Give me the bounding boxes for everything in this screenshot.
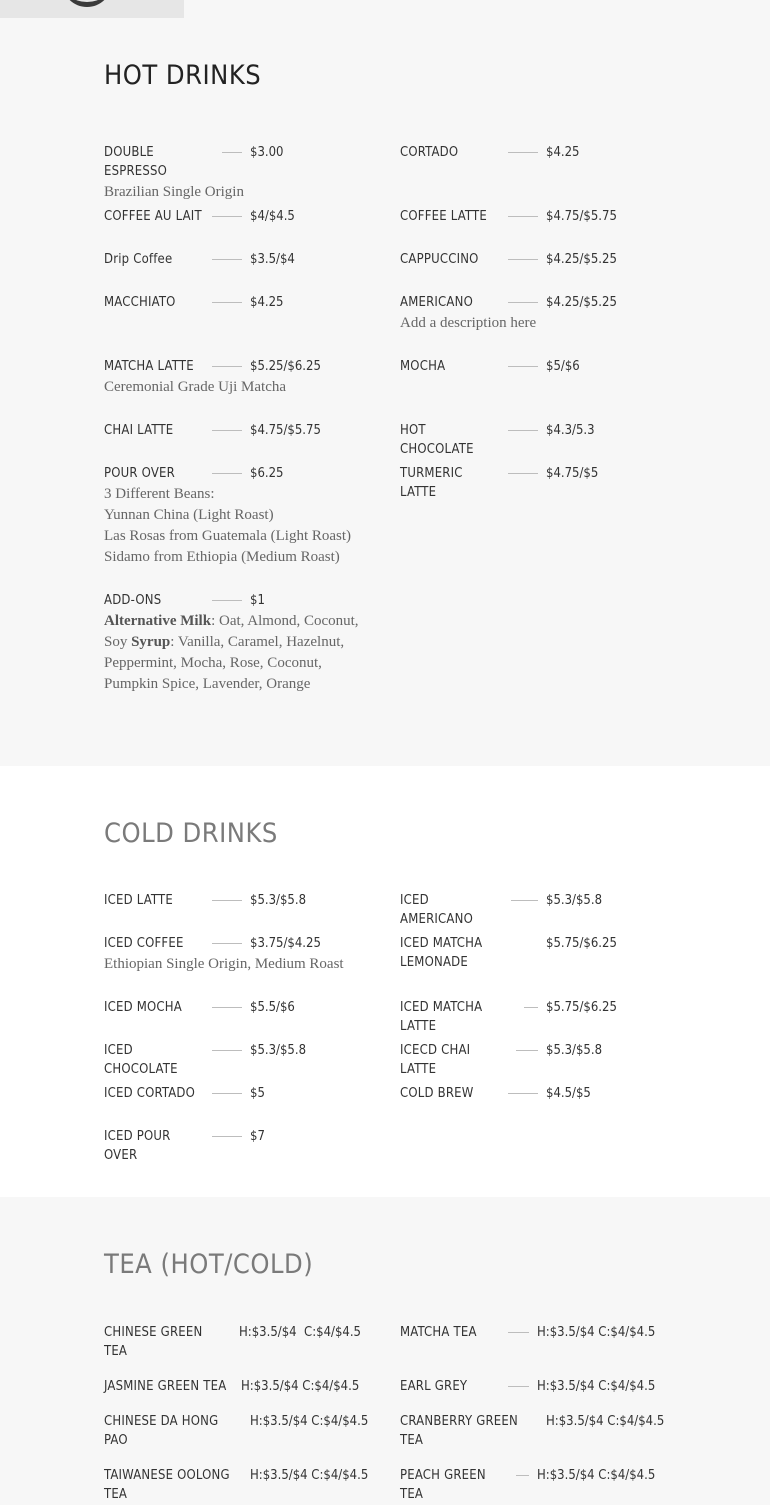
cold-drinks-section <box>0 766 770 1197</box>
menu-item <box>104 591 366 695</box>
leader-line <box>508 1332 529 1333</box>
leader-line <box>516 1475 529 1476</box>
item-name: ICECD CHAI LATTE <box>400 1043 471 1077</box>
leader-line <box>212 943 242 944</box>
leader-line <box>212 1050 242 1051</box>
menu-item <box>400 421 690 459</box>
item-price: H:$3.5/$4 C:$4/$4.5 <box>537 1379 656 1394</box>
item-price: $3.00 <box>250 145 284 160</box>
leader-line <box>508 1386 529 1387</box>
item-price: $4.3/5.3 <box>546 423 595 438</box>
item-description: Brazilian Single Origin <box>104 184 244 200</box>
item-name: ICED LATTE <box>104 893 173 908</box>
item-name: COFFEE LATTE <box>400 209 487 224</box>
leader-line <box>212 302 242 303</box>
alternative-milk-options: : Oat, Almond, Coconut, Soy <box>104 613 363 650</box>
menu-item <box>104 1412 389 1450</box>
item-price: $5.3/$5.8 <box>546 893 603 908</box>
item-name: CHAI LATTE <box>104 423 174 438</box>
item-price: $5.3/$5.8 <box>250 893 307 908</box>
menu-item <box>104 1127 394 1165</box>
item-price: H:$3.5/$4 C:$4/$4.5 <box>546 1414 665 1429</box>
item-description: Ceremonial Grade Uji Matcha <box>104 379 287 395</box>
item-name: MATCHA LATTE <box>104 359 194 374</box>
leader-line <box>212 1136 242 1137</box>
item-price: $3.5/$4 <box>250 252 295 267</box>
item-price: $3.75/$4.25 <box>250 936 321 951</box>
menu-item <box>400 1041 690 1079</box>
item-name: ICED COFFEE <box>104 936 184 951</box>
menu-item <box>104 934 374 975</box>
logo-mark <box>62 0 112 7</box>
menu-item <box>400 1084 690 1103</box>
item-name: CHINESE DA HONG PAO <box>104 1414 219 1448</box>
leader-line <box>222 152 242 153</box>
item-name: ICED POUR OVER <box>104 1129 171 1163</box>
item-price: $4.25/$5.25 <box>546 252 617 267</box>
hot-drinks-section <box>0 18 770 766</box>
item-price: H:$3.5/$4 C:$4/$4.5 <box>537 1468 656 1483</box>
item-price: H:$3.5/$4 C:$4/$4.5 <box>250 1468 369 1483</box>
item-price: $7 <box>250 1129 265 1144</box>
leader-line <box>212 1007 242 1008</box>
alternative-milk-label: Alternative Milk <box>104 613 212 629</box>
item-name: TURMERIC LATTE <box>400 466 463 500</box>
item-price: $4.75/$5.75 <box>250 423 321 438</box>
item-name: HOT CHOCOLATE <box>400 423 474 457</box>
item-price: $4.25 <box>546 145 580 160</box>
item-name: ICED MATCHA LATTE <box>400 1000 483 1034</box>
leader-line <box>212 366 242 367</box>
item-description: Add a description here <box>400 315 537 331</box>
leader-line <box>212 430 242 431</box>
item-name: DOUBLE ESPRESSO <box>104 145 168 179</box>
menu-item <box>400 1466 690 1504</box>
item-name: ICED AMERICANO <box>400 893 473 927</box>
leader-line <box>524 1007 538 1008</box>
menu-item <box>400 464 690 502</box>
menu-item <box>104 464 374 568</box>
menu-item <box>400 357 690 376</box>
item-price: $6.25 <box>250 466 284 481</box>
leader-line <box>508 152 538 153</box>
item-name: POUR OVER <box>104 466 175 481</box>
item-price: $5.3/$5.8 <box>546 1043 603 1058</box>
item-price: $4/$4.5 <box>250 209 295 224</box>
item-description: 3 Different Beans: Yunnan China (Light Roast) Las Rosas from Guatemala (Light Roast) Sidamo from Ethiopia (Medium Roast) <box>104 486 352 565</box>
item-price: $5.5/$6 <box>250 1000 295 1015</box>
leader-line <box>212 900 242 901</box>
leader-line <box>508 302 538 303</box>
menu-item <box>400 998 690 1036</box>
leader-line <box>212 600 242 601</box>
item-name: AMERICANO <box>400 295 473 310</box>
syrup-label: Syrup <box>131 634 171 650</box>
menu-item <box>400 1377 690 1396</box>
leader-line <box>212 473 242 474</box>
item-name: Drip Coffee <box>104 252 173 267</box>
item-price: $4.75/$5.75 <box>546 209 617 224</box>
leader-line <box>516 1050 538 1051</box>
item-name: ICED MATCHA LEMONADE <box>400 936 483 970</box>
leader-line <box>508 473 538 474</box>
menu-item <box>104 143 394 203</box>
item-price: $5.3/$5.8 <box>250 1043 307 1058</box>
leader-line <box>212 1093 242 1094</box>
item-price: $1 <box>250 593 265 608</box>
item-price: H:$3.5/$4 C:$4/$4.5 <box>537 1325 656 1340</box>
item-name: ADD-ONS <box>104 593 162 608</box>
item-price: H:$3.5/$4 C:$4/$4.5 <box>241 1379 360 1394</box>
item-price: $4.25/$5.25 <box>546 295 617 310</box>
item-price: H:$3.5/$4 C:$4/$4.5 <box>239 1325 361 1340</box>
menu-item <box>400 207 690 226</box>
leader-line <box>508 259 538 260</box>
menu-item <box>104 293 394 312</box>
item-name: PEACH GREEN TEA <box>400 1468 486 1502</box>
item-name: CORTADO <box>400 145 459 160</box>
menu-item <box>104 998 394 1017</box>
item-name: MACCHIATO <box>104 295 176 310</box>
addons-description <box>104 611 366 695</box>
cold-drinks-title: COLD DRINKS <box>104 818 278 849</box>
leader-line <box>212 259 242 260</box>
item-name: JASMINE GREEN TEA <box>104 1379 227 1394</box>
item-name: EARL GREY <box>400 1379 468 1394</box>
menu-item <box>400 891 690 929</box>
leader-line <box>212 216 242 217</box>
menu-item <box>400 143 690 162</box>
item-name: CRANBERRY GREEN TEA <box>400 1414 518 1448</box>
leader-line <box>511 900 538 901</box>
menu-item <box>400 250 690 269</box>
item-name: CHINESE GREEN TEA <box>104 1325 203 1359</box>
menu-item <box>104 1323 389 1361</box>
item-description: Ethiopian Single Origin, Medium Roast <box>104 956 344 972</box>
item-price: $5.75/$6.25 <box>546 1000 617 1015</box>
item-name: COLD BREW <box>400 1086 474 1101</box>
item-price: $5/$6 <box>546 359 580 374</box>
item-name: ICED CHOCOLATE <box>104 1043 178 1077</box>
item-name: MOCHA <box>400 359 446 374</box>
menu-item <box>104 1377 389 1396</box>
tea-section <box>0 1197 770 1505</box>
item-price: $5 <box>250 1086 265 1101</box>
menu-item <box>104 1041 394 1079</box>
item-price: $5.75/$6.25 <box>546 936 617 951</box>
menu-item <box>400 1323 690 1342</box>
menu-item <box>104 207 394 226</box>
menu-item <box>104 1466 389 1504</box>
item-price: $4.25 <box>250 295 284 310</box>
menu-item <box>400 1412 685 1450</box>
item-price: $4.75/$5 <box>546 466 599 481</box>
menu-item <box>104 1084 394 1103</box>
menu-item <box>104 891 394 910</box>
menu-item <box>104 250 394 269</box>
leader-line <box>508 216 538 217</box>
logo[interactable] <box>0 0 184 18</box>
item-price: $5.25/$6.25 <box>250 359 321 374</box>
leader-line <box>508 1093 538 1094</box>
item-price: H:$3.5/$4 C:$4/$4.5 <box>250 1414 369 1429</box>
menu-item <box>104 357 394 398</box>
syrup-options: : Vanilla, Caramel, Hazelnut, Peppermint, Mocha, Rose, Coconut, Pumpkin Spice, Lavender, Orange <box>104 634 345 692</box>
item-name: ICED CORTADO <box>104 1086 196 1101</box>
item-name: COFFEE AU LAIT <box>104 209 202 224</box>
hot-drinks-title: HOT DRINKS <box>104 60 262 91</box>
item-name: MATCHA TEA <box>400 1325 477 1340</box>
leader-line <box>508 430 538 431</box>
item-name: CAPPUCCINO <box>400 252 479 267</box>
menu-item <box>400 934 690 972</box>
tea-title: TEA (HOT/COLD) <box>104 1249 314 1280</box>
menu-item <box>400 293 690 334</box>
menu-item <box>104 421 394 440</box>
item-name: TAIWANESE OOLONG TEA <box>104 1468 230 1502</box>
leader-line <box>508 366 538 367</box>
item-price: $4.5/$5 <box>546 1086 591 1101</box>
item-name: ICED MOCHA <box>104 1000 182 1015</box>
